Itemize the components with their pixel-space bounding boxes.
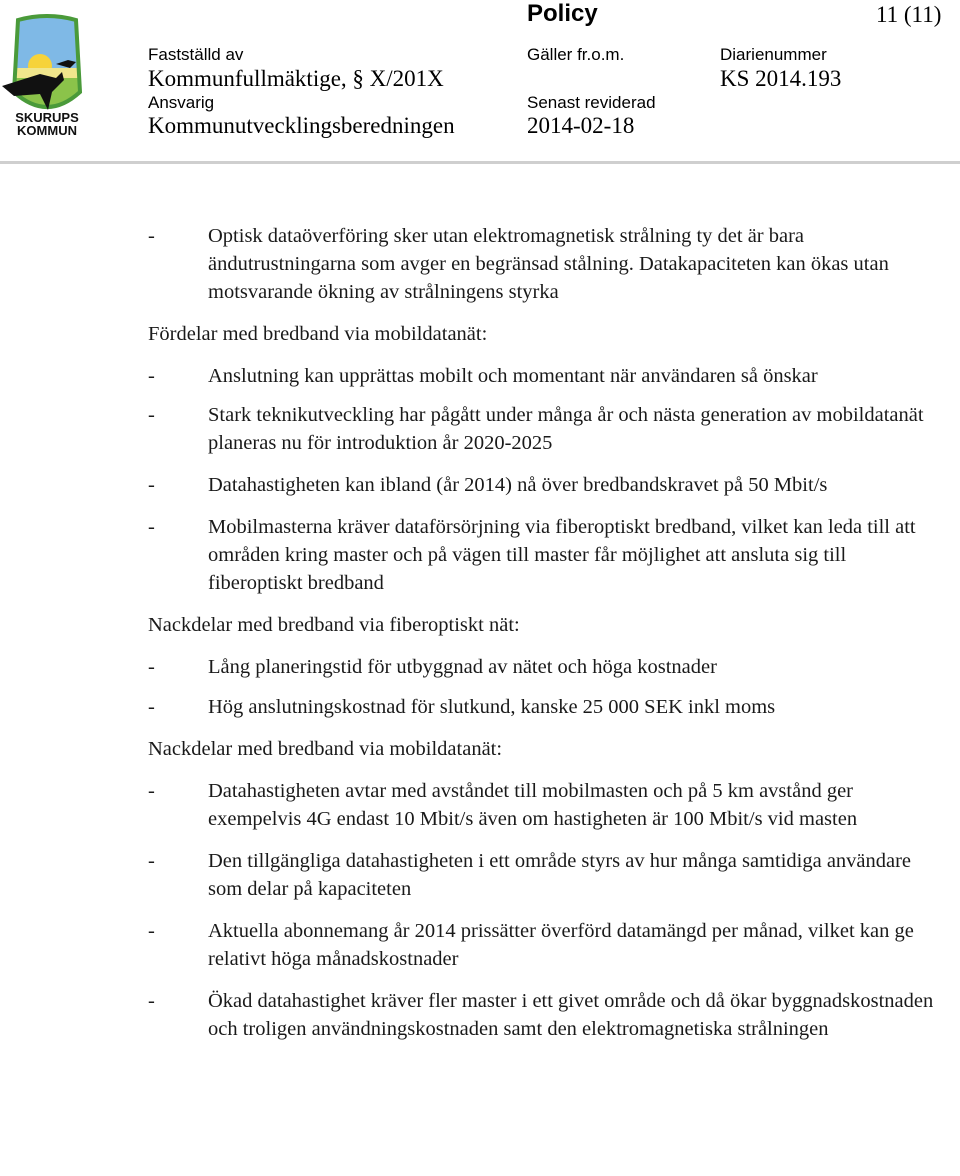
list-item: - Optisk dataöverföring sker utan elektromagnetisk strålning ty det är bara ändutrustningarna som avger en begränsad stålning. Datakapaciteten kan ökas utan motsvarande ökning av strålningens styrka (148, 225, 889, 303)
galler-label: Gäller fr.o.m. (527, 45, 625, 64)
section-heading: Fördelar med bredband via mobildatanät: (148, 323, 488, 345)
list-item: - Mobilmasterna kräver dataförsörjning via fiberoptiskt bredband, vilket kan leda till att områden kring master och på vägen till master får möjlighet att ansluta sig till fiberoptiskt bredband (148, 516, 916, 594)
list-item: - Stark teknikutveckling har pågått under många år och nästa generation av mobildatanät planeras nu för introduktion år 2020-2025 (148, 404, 924, 454)
header-divider (0, 161, 960, 164)
ansvarig-value: Kommunutvecklingsberedningen (148, 113, 455, 138)
diarie-value: KS 2014.193 (720, 66, 842, 91)
document-body (148, 222, 938, 1043)
logo-text-2: KOMMUN (17, 123, 77, 138)
section-heading: Nackdelar med bredband via mobildatanät: (148, 738, 503, 760)
ansvarig-label: Ansvarig (148, 93, 215, 112)
list-item: - Hög anslutningskostnad för slutkund, kanske 25 000 SEK inkl moms (148, 696, 776, 718)
list-item: - Lång planeringstid för utbyggnad av nätet och höga kostnader (148, 656, 717, 678)
skurup-logo (0, 14, 94, 138)
list-item: - Datahastigheten kan ibland (år 2014) nå över bredbandskravet på 50 Mbit/s (148, 474, 828, 496)
list-item: - Datahastigheten avtar med avståndet till mobilmasten och på 5 km avstånd ger exempelvis 4G endast 10 Mbit/s även om hastigheten är 100 Mbit/s vid masten (148, 780, 858, 830)
logo-text-1: SKURUPS (15, 110, 79, 125)
diarie-label: Diarienummer (720, 45, 827, 64)
reviderad-value: 2014-02-18 (527, 113, 635, 138)
reviderad-label: Senast reviderad (527, 93, 656, 112)
fastställd-value: Kommunfullmäktige, § X/201X (148, 66, 444, 91)
list-item: - Anslutning kan upprättas mobilt och momentant när användaren så önskar (148, 365, 818, 387)
page-number: 11 (11) (876, 2, 942, 27)
list-item: - Aktuella abonnemang år 2014 prissätter överförd datamängd per månad, vilket kan ge relativt höga månadskostnader (148, 920, 914, 970)
page-title: Policy (527, 0, 598, 27)
list-item: - Ökad datahastighet kräver fler master i ett givet område och då ökar byggnadskostnaden och troligen användningskostnaden samt den elektromagnetiska strålningen (148, 990, 934, 1040)
section-heading: Nackdelar med bredband via fiberoptiskt nät: (148, 614, 520, 636)
list-item: - Den tillgängliga datahastigheten i ett område styrs av hur många samtidiga användare som delar på kapaciteten (148, 850, 912, 900)
fastställd-label: Fastställd av (148, 45, 244, 64)
